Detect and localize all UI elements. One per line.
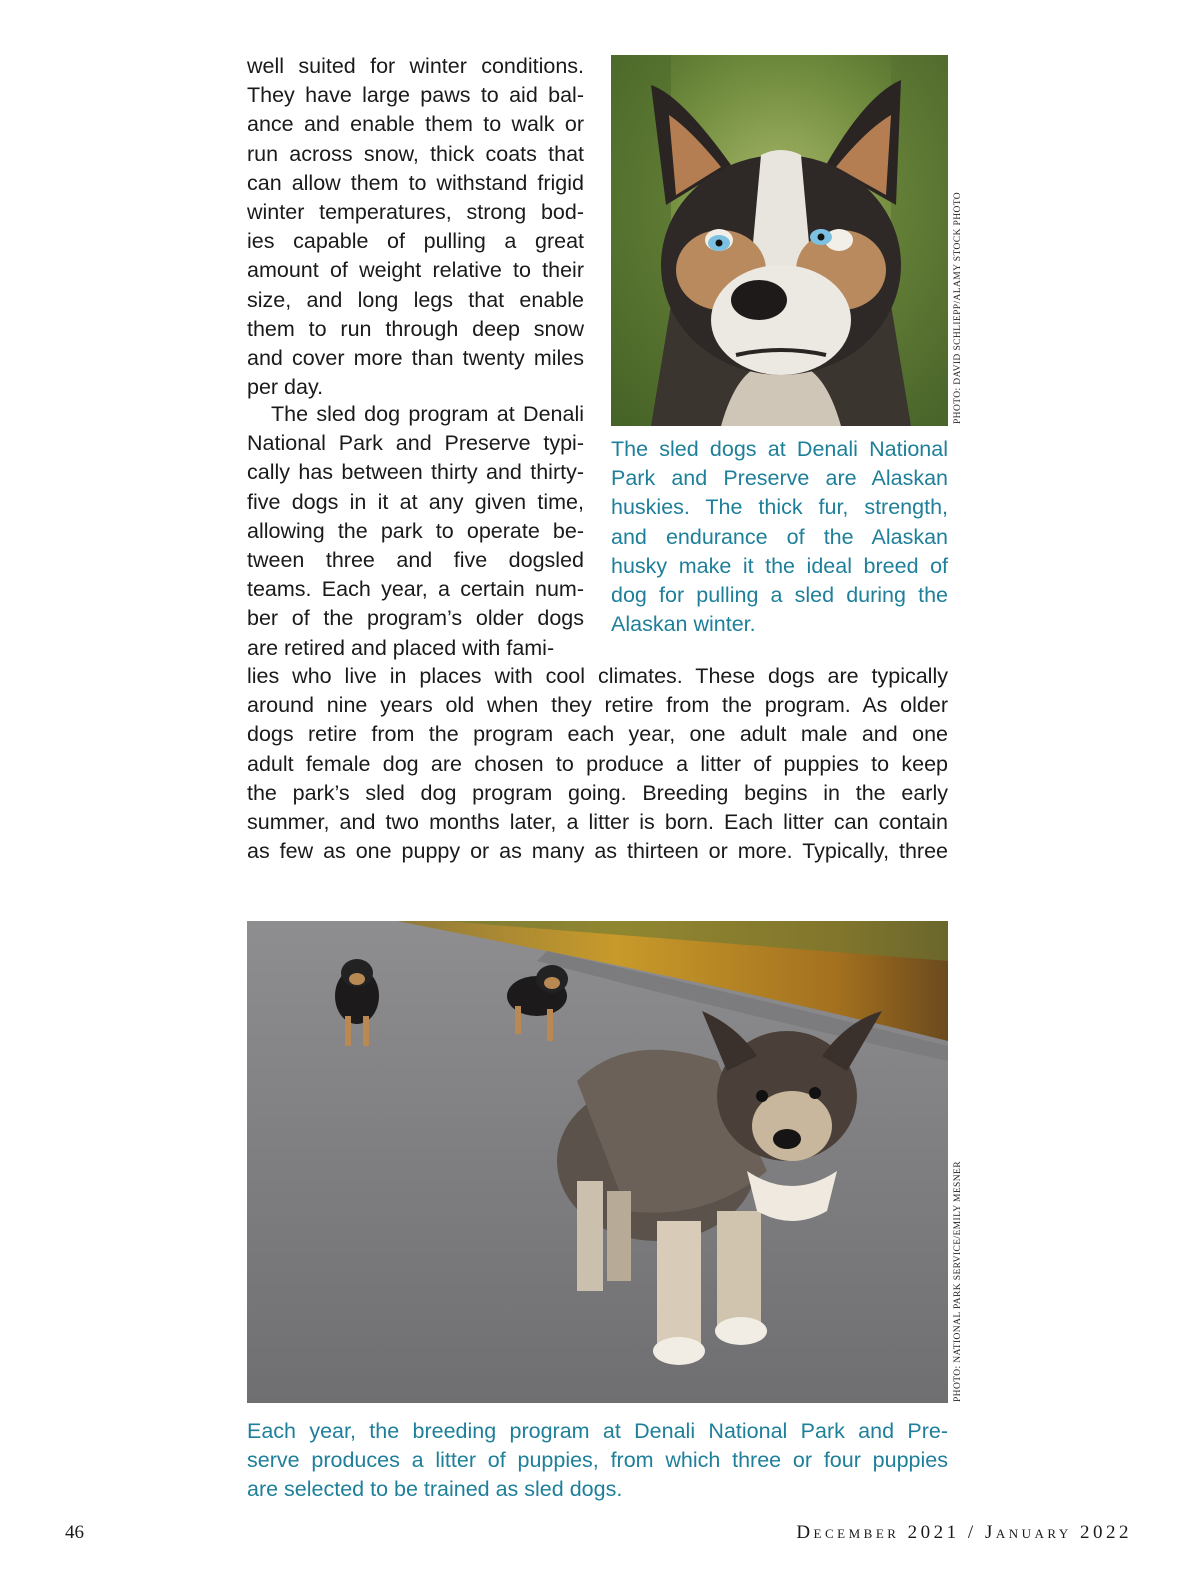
caption-husky [611, 435, 948, 639]
body-text-line: summer, and two months later, a litter is born. Each litter can contain [247, 810, 948, 835]
body-text-line: teams. Each year, a certain num- [247, 577, 584, 602]
body-text-line: them to run through deep snow [247, 316, 584, 341]
body-text-line: ber of the program’s older dogs [247, 606, 584, 631]
caption-text-line: serve produces a litter of puppies, from which three or four puppies [247, 1448, 948, 1473]
body-text-line: per day. [247, 375, 324, 400]
caption-text-line: Park and Preserve are Alaskan [611, 466, 948, 491]
page-number: 46 [65, 1522, 84, 1543]
body-text-line: The sled dog program at Denali [271, 402, 584, 426]
body-text-line: allowing the park to operate be- [247, 518, 584, 543]
puppies-photo [247, 921, 948, 1403]
photo-credit-husky: PHOTO: DAVID SCHLIEPP/ALAMY STOCK PHOTO [953, 191, 963, 424]
body-text-line: size, and long legs that enable [247, 287, 584, 312]
body-text-line: as few as one puppy or as many as thirteen or more. Typically, three [247, 839, 948, 864]
body-text-line: ies capable of pulling a great [247, 229, 584, 254]
body-text-line: and cover more than twenty miles [247, 346, 584, 371]
body-text-line: dogs retire from the program each year, one adult male and one [247, 722, 948, 747]
body-text-line: well suited for winter conditions. [247, 54, 584, 78]
caption-text-line: huskies. The thick fur, strength, [611, 495, 948, 520]
body-text-line: winter temperatures, strong bod- [247, 200, 584, 225]
body-text-line: tween three and five dogsled [247, 548, 584, 573]
caption-text-line: The sled dogs at Denali National [611, 437, 948, 461]
body-text-line: lies who live in places with cool climates. These dogs are typically [247, 664, 948, 688]
body-paragraph-3 [247, 662, 948, 866]
caption-text-line: dog for pulling a sled during the [611, 583, 948, 608]
body-text-line: are retired and placed with fami- [247, 635, 555, 660]
body-text-line: can allow them to withstand frigid [247, 170, 584, 195]
husky-photo [611, 55, 948, 426]
body-paragraph-2 [247, 400, 584, 663]
body-text-line: National Park and Preserve typi- [247, 431, 584, 456]
body-text-line: adult female dog are chosen to produce a litter of puppies to keep [247, 751, 948, 776]
body-text-line: amount of weight relative to their [247, 258, 584, 283]
body-text-line: the park’s sled dog program going. Breeding begins in the early [247, 780, 948, 805]
caption-text-line: are selected to be trained as sled dogs. [247, 1477, 623, 1502]
body-text-line: ance and enable them to walk or [247, 112, 584, 137]
body-text-line: five dogs in it at any given time, [247, 489, 584, 514]
body-text-line: around nine years old when they retire from the program. As older [247, 693, 948, 718]
caption-text-line: Alaskan winter. [611, 612, 756, 637]
body-text-line: cally has between thirty and thirty- [247, 460, 584, 485]
caption-text-line: Each year, the breeding program at Denali National Park and Pre- [247, 1419, 948, 1443]
photo-credit-puppies: PHOTO: NATIONAL PARK SERVICE/EMILY MESNER [953, 1161, 963, 1402]
caption-puppies [247, 1417, 948, 1505]
body-paragraph-1 [247, 52, 584, 402]
caption-text-line: and endurance of the Alaskan [611, 524, 948, 549]
caption-text-line: husky make it the ideal breed of [611, 553, 948, 578]
body-text-line: run across snow, thick coats that [247, 141, 584, 166]
issue-date: December 2021 / January 2022 [796, 1522, 1132, 1543]
body-text-line: They have large paws to aid bal- [247, 83, 584, 108]
